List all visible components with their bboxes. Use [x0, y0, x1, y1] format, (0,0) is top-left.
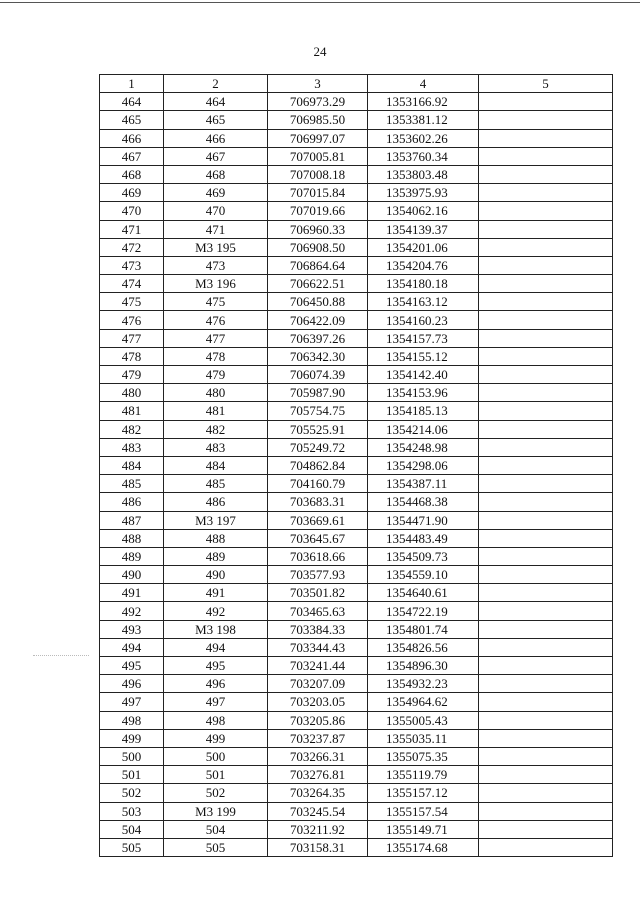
table-cell-col-5 [479, 384, 613, 402]
table-cell-col-3: 706997.07 [268, 129, 368, 147]
table-row [100, 820, 613, 838]
table-row [100, 547, 613, 565]
table-cell-col-5 [479, 657, 613, 675]
table-cell-col-3: 706397.26 [268, 329, 368, 347]
table-cell-col-5 [479, 838, 613, 856]
table-cell-col-5 [479, 547, 613, 565]
table-cell-col-1: 465 [100, 111, 164, 129]
table-cell-col-2: 492 [164, 602, 268, 620]
table-row [100, 711, 613, 729]
table-cell-col-3: 706422.09 [268, 311, 368, 329]
table-cell-col-5 [479, 293, 613, 311]
table-cell-col-5 [479, 402, 613, 420]
table-cell-col-3: 706074.39 [268, 366, 368, 384]
table-cell-col-1: 500 [100, 747, 164, 765]
table-cell-col-1: 464 [100, 93, 164, 111]
table-cell-col-2: 482 [164, 420, 268, 438]
coordinates-table [99, 74, 613, 857]
table-cell-col-4: 1354722.19 [368, 602, 479, 620]
page-number: 24 [313, 44, 327, 59]
table-cell-col-4: 1354826.56 [368, 638, 479, 656]
table-cell-col-5 [479, 566, 613, 584]
table-cell-col-1: 496 [100, 675, 164, 693]
table-cell-col-3: 703669.61 [268, 511, 368, 529]
table-cell-col-1: 481 [100, 402, 164, 420]
table-row [100, 456, 613, 474]
column-header-3: 3 [268, 75, 368, 93]
table-cell-col-3: 706973.29 [268, 93, 368, 111]
table-cell-col-5 [479, 220, 613, 238]
table-cell-col-1: 475 [100, 293, 164, 311]
table-row [100, 347, 613, 365]
table-cell-col-2: 464 [164, 93, 268, 111]
table-cell-col-4: 1354185.13 [368, 402, 479, 420]
table-row [100, 566, 613, 584]
table-cell-col-3: 706450.88 [268, 293, 368, 311]
scan-artifact-line [33, 655, 89, 656]
table-cell-col-3: 703203.05 [268, 693, 368, 711]
table-row [100, 202, 613, 220]
table-cell-col-3: 703577.93 [268, 566, 368, 584]
table-cell-col-5 [479, 529, 613, 547]
table-row [100, 220, 613, 238]
table-cell-col-4: 1354559.10 [368, 566, 479, 584]
table-cell-col-1: 499 [100, 729, 164, 747]
table-cell-col-5 [479, 275, 613, 293]
table-cell-col-3: 703344.43 [268, 638, 368, 656]
table-header-row [100, 75, 613, 93]
table-cell-col-1: 485 [100, 475, 164, 493]
table-cell-col-4: 1354139.37 [368, 220, 479, 238]
table-cell-col-4: 1354640.61 [368, 584, 479, 602]
table-cell-col-2: 491 [164, 584, 268, 602]
table-cell-col-4: 1355005.43 [368, 711, 479, 729]
table-cell-col-1: 501 [100, 766, 164, 784]
table-cell-col-3: 705754.75 [268, 402, 368, 420]
table-cell-col-4: 1354153.96 [368, 384, 479, 402]
table-cell-col-1: 476 [100, 311, 164, 329]
table-cell-col-3: 703276.81 [268, 766, 368, 784]
table-row [100, 184, 613, 202]
table-cell-col-5 [479, 638, 613, 656]
table-row [100, 293, 613, 311]
table-cell-col-1: 486 [100, 493, 164, 511]
table-row [100, 329, 613, 347]
table-row [100, 165, 613, 183]
table-cell-col-2: 496 [164, 675, 268, 693]
table-cell-col-2: 505 [164, 838, 268, 856]
table-cell-col-2: 471 [164, 220, 268, 238]
table-cell-col-1: 490 [100, 566, 164, 584]
table-cell-col-1: 467 [100, 147, 164, 165]
table-row [100, 729, 613, 747]
table-row [100, 584, 613, 602]
table-cell-col-4: 1353975.93 [368, 184, 479, 202]
table-row [100, 402, 613, 420]
table-cell-col-2: 468 [164, 165, 268, 183]
table-cell-col-2: 469 [164, 184, 268, 202]
table-cell-col-3: 703158.31 [268, 838, 368, 856]
table-cell-col-5 [479, 729, 613, 747]
table-cell-col-4: 1354160.23 [368, 311, 479, 329]
table-cell-col-1: 492 [100, 602, 164, 620]
table-row [100, 638, 613, 656]
table-cell-col-5 [479, 820, 613, 838]
table-cell-col-4: 1355035.11 [368, 729, 479, 747]
table-cell-col-4: 1355119.79 [368, 766, 479, 784]
table-cell-col-2: 486 [164, 493, 268, 511]
table-cell-col-2: 467 [164, 147, 268, 165]
table-cell-col-3: 703211.92 [268, 820, 368, 838]
table-cell-col-3: 706864.64 [268, 256, 368, 274]
table-cell-col-3: 703465.63 [268, 602, 368, 620]
table-cell-col-4: 1355157.12 [368, 784, 479, 802]
table-body [100, 93, 613, 857]
table-cell-col-3: 705987.90 [268, 384, 368, 402]
table-cell-col-1: 498 [100, 711, 164, 729]
table-row [100, 384, 613, 402]
table-row [100, 238, 613, 256]
table-cell-col-4: 1354180.18 [368, 275, 479, 293]
table-cell-col-2: 470 [164, 202, 268, 220]
table-cell-col-3: 707015.84 [268, 184, 368, 202]
table-row [100, 838, 613, 856]
table-row [100, 657, 613, 675]
table-cell-col-4: 1355174.68 [368, 838, 479, 856]
table-cell-col-2: М3 198 [164, 620, 268, 638]
table-row [100, 602, 613, 620]
column-header-2: 2 [164, 75, 268, 93]
table-cell-col-2: 476 [164, 311, 268, 329]
table-row [100, 620, 613, 638]
table-cell-col-1: 484 [100, 456, 164, 474]
table-cell-col-4: 1353602.26 [368, 129, 479, 147]
table-cell-col-4: 1354964.62 [368, 693, 479, 711]
table-row [100, 511, 613, 529]
table-cell-col-3: 705525.91 [268, 420, 368, 438]
table-cell-col-5 [479, 766, 613, 784]
table-cell-col-3: 703205.86 [268, 711, 368, 729]
table-cell-col-4: 1354142.40 [368, 366, 479, 384]
table-cell-col-1: 466 [100, 129, 164, 147]
table-cell-col-5 [479, 184, 613, 202]
table-cell-col-5 [479, 511, 613, 529]
table-cell-col-1: 468 [100, 165, 164, 183]
table-cell-col-2: 489 [164, 547, 268, 565]
table-cell-col-5 [479, 784, 613, 802]
table-cell-col-5 [479, 693, 613, 711]
table-cell-col-1: 472 [100, 238, 164, 256]
table-cell-col-4: 1354387.11 [368, 475, 479, 493]
table-row [100, 675, 613, 693]
table-row [100, 784, 613, 802]
table-cell-col-4: 1354248.98 [368, 438, 479, 456]
table-cell-col-1: 477 [100, 329, 164, 347]
table-cell-col-1: 470 [100, 202, 164, 220]
table-cell-col-1: 480 [100, 384, 164, 402]
table-cell-col-5 [479, 366, 613, 384]
table-cell-col-1: 473 [100, 256, 164, 274]
column-header-1: 1 [100, 75, 164, 93]
table-cell-col-2: 488 [164, 529, 268, 547]
table-row [100, 747, 613, 765]
table-cell-col-3: 703237.87 [268, 729, 368, 747]
table-cell-col-5 [479, 438, 613, 456]
table-cell-col-1: 487 [100, 511, 164, 529]
table-cell-col-4: 1354163.12 [368, 293, 479, 311]
column-header-5: 5 [479, 75, 613, 93]
table-row [100, 366, 613, 384]
table-cell-col-5 [479, 311, 613, 329]
table-cell-col-4: 1354062.16 [368, 202, 479, 220]
table-cell-col-3: 703618.66 [268, 547, 368, 565]
table-cell-col-2: 494 [164, 638, 268, 656]
table-cell-col-3: 703207.09 [268, 675, 368, 693]
table-cell-col-1: 482 [100, 420, 164, 438]
table-cell-col-1: 494 [100, 638, 164, 656]
table-row [100, 493, 613, 511]
table-cell-col-4: 1355149.71 [368, 820, 479, 838]
table-cell-col-1: 497 [100, 693, 164, 711]
table-cell-col-5 [479, 584, 613, 602]
table-cell-col-2: 475 [164, 293, 268, 311]
table-cell-col-4: 1354157.73 [368, 329, 479, 347]
table-cell-col-2: 504 [164, 820, 268, 838]
table-cell-col-3: 703683.31 [268, 493, 368, 511]
table-row [100, 766, 613, 784]
table-cell-col-4: 1353760.34 [368, 147, 479, 165]
table-cell-col-2: 502 [164, 784, 268, 802]
table-cell-col-2: 497 [164, 693, 268, 711]
table-cell-col-5 [479, 329, 613, 347]
table-cell-col-4: 1354932.23 [368, 675, 479, 693]
table-row [100, 693, 613, 711]
table-cell-col-5 [479, 129, 613, 147]
table-cell-col-5 [479, 93, 613, 111]
table-cell-col-3: 707005.81 [268, 147, 368, 165]
table-cell-col-2: 466 [164, 129, 268, 147]
table-cell-col-4: 1354483.49 [368, 529, 479, 547]
table-cell-col-1: 483 [100, 438, 164, 456]
table-cell-col-4: 1353803.48 [368, 165, 479, 183]
table-cell-col-1: 493 [100, 620, 164, 638]
table-cell-col-4: 1354204.76 [368, 256, 479, 274]
table-cell-col-1: 489 [100, 547, 164, 565]
table-cell-col-5 [479, 165, 613, 183]
table-cell-col-2: 481 [164, 402, 268, 420]
table-cell-col-5 [479, 420, 613, 438]
table-cell-col-2: 478 [164, 347, 268, 365]
table-cell-col-2: 465 [164, 111, 268, 129]
column-header-4: 4 [368, 75, 479, 93]
table-cell-col-5 [479, 475, 613, 493]
table-cell-col-5 [479, 711, 613, 729]
table-cell-col-1: 488 [100, 529, 164, 547]
table-cell-col-3: 707019.66 [268, 202, 368, 220]
table-cell-col-5 [479, 238, 613, 256]
table-cell-col-5 [479, 347, 613, 365]
table-row [100, 275, 613, 293]
table-row [100, 420, 613, 438]
table-row [100, 147, 613, 165]
table-cell-col-2: М3 195 [164, 238, 268, 256]
table-cell-col-2: 495 [164, 657, 268, 675]
table-cell-col-1: 502 [100, 784, 164, 802]
table-cell-col-3: 706960.33 [268, 220, 368, 238]
table-cell-col-1: 478 [100, 347, 164, 365]
table-cell-col-1: 495 [100, 657, 164, 675]
table-cell-col-3: 707008.18 [268, 165, 368, 183]
table-row [100, 111, 613, 129]
table-cell-col-3: 703501.82 [268, 584, 368, 602]
table-cell-col-1: 503 [100, 802, 164, 820]
table-cell-col-5 [479, 620, 613, 638]
table-cell-col-3: 703245.54 [268, 802, 368, 820]
table-cell-col-4: 1354298.06 [368, 456, 479, 474]
table-cell-col-4: 1354155.12 [368, 347, 479, 365]
table-cell-col-2: 500 [164, 747, 268, 765]
table-cell-col-1: 504 [100, 820, 164, 838]
table-cell-col-5 [479, 456, 613, 474]
table-cell-col-1: 469 [100, 184, 164, 202]
table-cell-col-2: 479 [164, 366, 268, 384]
table-cell-col-5 [479, 202, 613, 220]
table-cell-col-2: 477 [164, 329, 268, 347]
table-row [100, 93, 613, 111]
table-cell-col-3: 703645.67 [268, 529, 368, 547]
table-row [100, 802, 613, 820]
table-row [100, 529, 613, 547]
table-cell-col-4: 1353166.92 [368, 93, 479, 111]
table-cell-col-1: 471 [100, 220, 164, 238]
table-cell-col-3: 704160.79 [268, 475, 368, 493]
table-cell-col-2: М3 199 [164, 802, 268, 820]
table-cell-col-2: 501 [164, 766, 268, 784]
table-cell-col-4: 1353381.12 [368, 111, 479, 129]
table-cell-col-2: 473 [164, 256, 268, 274]
table-row [100, 475, 613, 493]
table-cell-col-4: 1355157.54 [368, 802, 479, 820]
table-cell-col-4: 1354201.06 [368, 238, 479, 256]
table-cell-col-4: 1354214.06 [368, 420, 479, 438]
top-border-line [0, 2, 640, 3]
table-cell-col-3: 706622.51 [268, 275, 368, 293]
table-cell-col-1: 474 [100, 275, 164, 293]
table-cell-col-1: 479 [100, 366, 164, 384]
table-cell-col-3: 703266.31 [268, 747, 368, 765]
table-row [100, 311, 613, 329]
table-cell-col-2: 490 [164, 566, 268, 584]
table-cell-col-5 [479, 675, 613, 693]
table-cell-col-5 [479, 111, 613, 129]
table-cell-col-4: 1354471.90 [368, 511, 479, 529]
table-cell-col-5 [479, 493, 613, 511]
table-cell-col-2: 498 [164, 711, 268, 729]
table-cell-col-5 [479, 147, 613, 165]
table-cell-col-3: 706985.50 [268, 111, 368, 129]
table-row [100, 256, 613, 274]
table-cell-col-3: 705249.72 [268, 438, 368, 456]
table-row [100, 438, 613, 456]
table-cell-col-2: 480 [164, 384, 268, 402]
table-row [100, 129, 613, 147]
table-cell-col-4: 1355075.35 [368, 747, 479, 765]
table-cell-col-4: 1354468.38 [368, 493, 479, 511]
table-cell-col-1: 505 [100, 838, 164, 856]
table-cell-col-2: 499 [164, 729, 268, 747]
table-cell-col-5 [479, 602, 613, 620]
table-cell-col-2: М3 196 [164, 275, 268, 293]
table-cell-col-4: 1354896.30 [368, 657, 479, 675]
table-cell-col-5 [479, 802, 613, 820]
table-cell-col-3: 703241.44 [268, 657, 368, 675]
table-cell-col-2: 483 [164, 438, 268, 456]
table-cell-col-2: 484 [164, 456, 268, 474]
table-cell-col-1: 491 [100, 584, 164, 602]
table-cell-col-3: 704862.84 [268, 456, 368, 474]
table-cell-col-3: 703384.33 [268, 620, 368, 638]
table-cell-col-2: 485 [164, 475, 268, 493]
table-cell-col-3: 706342.30 [268, 347, 368, 365]
table-cell-col-2: М3 197 [164, 511, 268, 529]
table-cell-col-5 [479, 256, 613, 274]
table-cell-col-3: 703264.35 [268, 784, 368, 802]
table-cell-col-4: 1354509.73 [368, 547, 479, 565]
table-cell-col-3: 706908.50 [268, 238, 368, 256]
table-cell-col-5 [479, 747, 613, 765]
table-cell-col-4: 1354801.74 [368, 620, 479, 638]
